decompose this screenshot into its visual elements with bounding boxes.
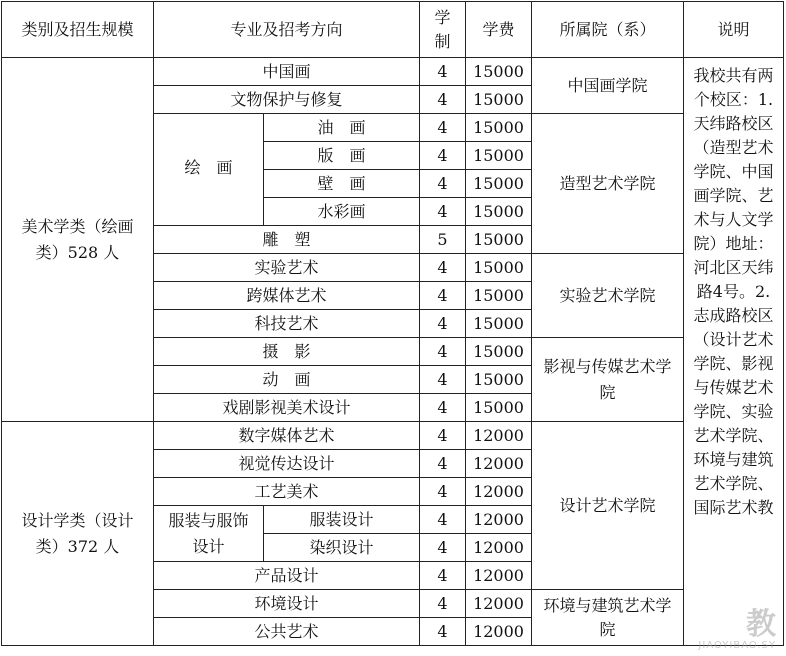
major-sculpture: 雕 塑 xyxy=(154,226,420,254)
watermark-domain: JIAOYIBAO.SY xyxy=(698,640,776,651)
category-art: 美术学类（绘画类）528 人 xyxy=(2,58,154,422)
duration-cell: 4 xyxy=(420,170,466,198)
major-fashion-design: 服装设计 xyxy=(264,506,420,534)
fee-cell: 12000 xyxy=(466,534,532,562)
duration-cell: 4 xyxy=(420,618,466,646)
fee-cell: 15000 xyxy=(466,142,532,170)
fee-cell: 12000 xyxy=(466,618,532,646)
fee-cell: 15000 xyxy=(466,86,532,114)
school-design: 设计艺术学院 xyxy=(532,422,684,590)
duration-cell: 4 xyxy=(420,450,466,478)
header-category: 类别及招生规模 xyxy=(2,2,154,58)
major-chinese-painting: 中国画 xyxy=(154,58,420,86)
watermark-glyph: 教 xyxy=(746,607,776,642)
fee-cell: 15000 xyxy=(466,114,532,142)
major-crossmedia: 跨媒体艺术 xyxy=(154,282,420,310)
duration-cell: 4 xyxy=(420,366,466,394)
category-design: 设计学类（设计类）372 人 xyxy=(2,422,154,646)
duration-cell: 4 xyxy=(420,562,466,590)
duration-cell: 4 xyxy=(420,58,466,86)
admissions-table xyxy=(1,1,784,646)
duration-cell: 4 xyxy=(420,422,466,450)
table-row xyxy=(2,422,784,450)
major-tech: 科技艺术 xyxy=(154,310,420,338)
duration-cell: 4 xyxy=(420,282,466,310)
fee-cell: 12000 xyxy=(466,590,532,618)
fee-cell: 12000 xyxy=(466,506,532,534)
duration-cell: 4 xyxy=(420,86,466,114)
major-public: 公共艺术 xyxy=(154,618,420,646)
duration-cell: 4 xyxy=(420,310,466,338)
header-school: 所属院（系） xyxy=(532,2,684,58)
duration-cell: 4 xyxy=(420,198,466,226)
group-fashion: 服装与服饰设计 xyxy=(154,506,264,562)
major-print: 版 画 xyxy=(264,142,420,170)
major-watercolor: 水彩画 xyxy=(264,198,420,226)
fee-cell: 12000 xyxy=(466,422,532,450)
group-painting: 绘 画 xyxy=(154,114,264,226)
note-text: 我校共有两个校区：1.天纬路校区（造型艺术学院、中国画学院、艺术与人文学院）地址：河北区天纬路4号。2.志成路校区（设计艺术学院、影视与传媒艺术学院、实验艺术学院、环境与建筑艺术学院、国际艺术教 xyxy=(693,66,774,517)
fee-cell: 15000 xyxy=(466,226,532,254)
fee-cell: 15000 xyxy=(466,170,532,198)
header-row xyxy=(2,2,784,58)
school-chinese-painting: 中国画学院 xyxy=(532,58,684,114)
fee-cell: 15000 xyxy=(466,282,532,310)
major-experimental: 实验艺术 xyxy=(154,254,420,282)
fee-cell: 15000 xyxy=(466,254,532,282)
header-major: 专业及招考方向 xyxy=(154,2,420,58)
major-photo: 摄 影 xyxy=(154,338,420,366)
school-experimental: 实验艺术学院 xyxy=(532,254,684,338)
school-architecture: 环境与建筑艺术学院 xyxy=(532,590,684,646)
header-note: 说明 xyxy=(684,2,784,58)
major-craft: 工艺美术 xyxy=(154,478,420,506)
duration-cell: 4 xyxy=(420,590,466,618)
duration-cell: 4 xyxy=(420,142,466,170)
duration-cell: 4 xyxy=(420,478,466,506)
fee-cell: 15000 xyxy=(466,394,532,422)
duration-cell: 4 xyxy=(420,254,466,282)
fee-cell: 15000 xyxy=(466,198,532,226)
fee-cell: 12000 xyxy=(466,478,532,506)
school-plastic: 造型艺术学院 xyxy=(532,114,684,254)
fee-cell: 15000 xyxy=(466,310,532,338)
major-oil: 油 画 xyxy=(264,114,420,142)
major-relic: 文物保护与修复 xyxy=(154,86,420,114)
fee-cell: 15000 xyxy=(466,366,532,394)
duration-cell: 4 xyxy=(420,534,466,562)
fee-cell: 15000 xyxy=(466,338,532,366)
major-visual: 视觉传达设计 xyxy=(154,450,420,478)
duration-cell: 4 xyxy=(420,114,466,142)
duration-cell: 4 xyxy=(420,506,466,534)
major-environment: 环境设计 xyxy=(154,590,420,618)
school-film: 影视与传媒艺术学院 xyxy=(532,338,684,422)
fee-cell: 12000 xyxy=(466,450,532,478)
header-duration: 学 制 xyxy=(420,2,466,58)
fee-cell: 15000 xyxy=(466,58,532,86)
header-fee: 学费 xyxy=(466,2,532,58)
major-drama: 戏剧影视美术设计 xyxy=(154,394,420,422)
duration-cell: 4 xyxy=(420,338,466,366)
fee-cell: 12000 xyxy=(466,562,532,590)
major-digital: 数字媒体艺术 xyxy=(154,422,420,450)
duration-cell: 5 xyxy=(420,226,466,254)
note-cell xyxy=(684,58,784,646)
major-textile: 染织设计 xyxy=(264,534,420,562)
major-mural: 壁 画 xyxy=(264,170,420,198)
duration-cell: 4 xyxy=(420,394,466,422)
major-product: 产品设计 xyxy=(154,562,420,590)
major-animation: 动 画 xyxy=(154,366,420,394)
table-row xyxy=(2,58,784,86)
